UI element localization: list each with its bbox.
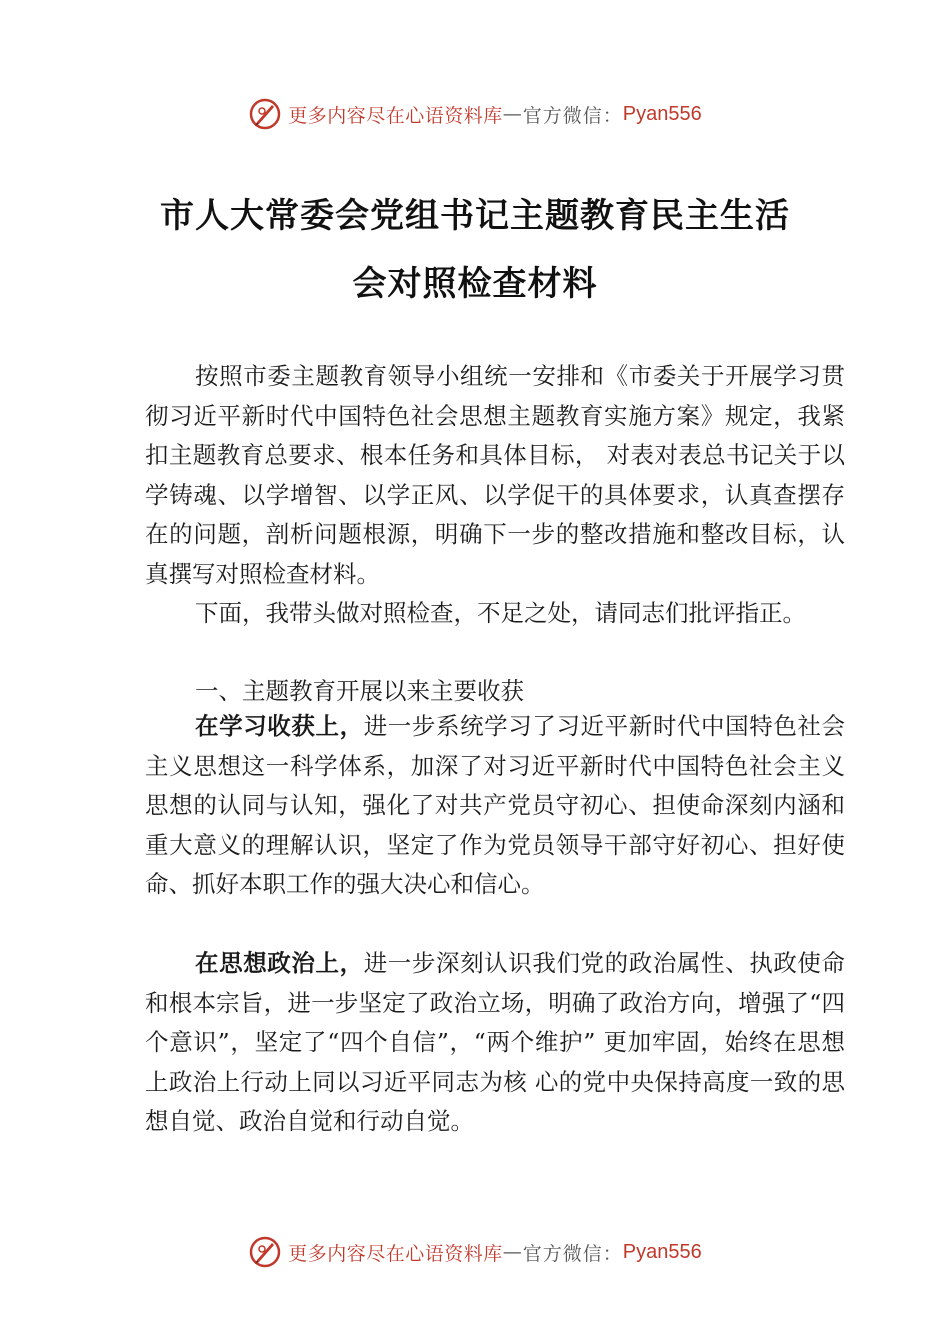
section-heading-1: 一、主题教育开展以来主要收获 — [195, 677, 524, 705]
paragraph-lead: 在思想政治上， — [195, 949, 364, 977]
document-title-line1: 市人大常委会党组书记主题教育民主生活 — [160, 196, 790, 236]
paragraph-self-check: 下面，我带头做对照检查，不足之处，请同志们批评指正。 — [195, 599, 806, 627]
quill-pen-logo-icon — [248, 1235, 282, 1269]
header-banner — [0, 94, 950, 134]
banner-wechat-label: 官方微信： — [522, 104, 623, 127]
paragraph-intro: 按照市委主题教育领导小组统一安排和《市委关于开展学习贯彻习近平新时代中国特色社会思想主题教育实施方案》规定，我紧扣主题教育总要求、根本任务和具体目标， 对表对表总书记关于以学铸魂、以学增智、以学正风、以学促干的具体要求，认真查摆存在的问题，剖析问题根源，明确下一步的整改措施和整改目标，认真撰写对照检查材料。 — [145, 362, 845, 588]
paragraph-study-gains — [145, 707, 845, 905]
document-title-line2: 会对照检查材料 — [352, 264, 598, 304]
banner-wechat-label: 官方微信： — [522, 1242, 623, 1265]
paragraph-lead: 在学习收获上， — [195, 712, 364, 740]
footer-banner — [0, 1232, 950, 1272]
banner-separator: — — [502, 103, 523, 125]
paragraph-body: 进一步深刻认识我们党的政治属性、执政使命和根本宗旨，进一步坚定了政治立场，明确了政治方向，增强了“四个意识”，坚定了“四个自信”，“两个维护” 更加牢固，始终在思想上政治上行动上同以习近平同志为核 心的党中央保持高度一致的思想自觉、政治自觉和行动自觉。 — [145, 949, 846, 1136]
banner-wechat-id: Pyan556 — [622, 1240, 702, 1263]
paragraph-body: 进一步系统学习了习近平新时代中国特色社会主义思想这一科学体系，加深了对习近平新时代中国特色社会主义思想的认同与认知，强化了对共产党员守初心、担使命深刻内涵和重大意义的理解认识，坚定了作为党员领导干部守好初心、担好使命、抓好本职工作的强大决心和信心。 — [145, 712, 846, 899]
banner-separator: — — [502, 1241, 523, 1263]
paragraph-political-thought — [145, 944, 845, 1142]
banner-text: 更多内容尽在心语资料库 — [288, 1242, 503, 1265]
banner-text: 更多内容尽在心语资料库 — [288, 104, 503, 127]
banner-wechat-id: Pyan556 — [622, 102, 702, 125]
quill-pen-logo-icon — [248, 97, 282, 131]
